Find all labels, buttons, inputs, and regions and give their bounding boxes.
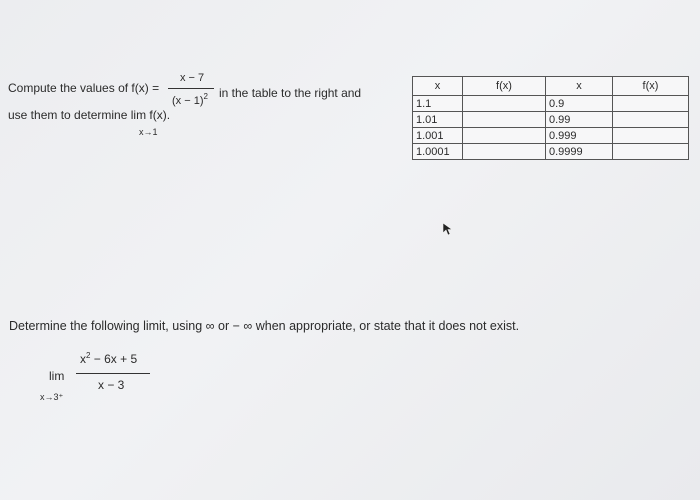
- problem2-limit-subscript: x→3⁺: [40, 392, 64, 402]
- x-value-cell: 0.99: [546, 112, 613, 128]
- x-value-cell: 0.9: [546, 96, 613, 112]
- values-table: [412, 76, 689, 160]
- problem1-denominator-exponent: 2: [203, 92, 208, 101]
- fx-answer-cell[interactable]: [463, 128, 546, 144]
- fx-answer-cell[interactable]: [463, 96, 546, 112]
- problem1-limit-subscript: x→1: [139, 127, 158, 137]
- fx-answer-cell[interactable]: [613, 144, 689, 160]
- problem1-prefix: Compute the values of f(x) =: [8, 81, 160, 95]
- problem2-numerator: [80, 351, 137, 366]
- problem1-numerator: x − 7: [180, 72, 205, 84]
- problem1-denominator: [172, 92, 208, 107]
- problem1-suffix: in the table to the right and: [219, 86, 362, 100]
- problem1-denominator-base: (x − 1): [172, 95, 204, 107]
- fx-answer-cell[interactable]: [613, 128, 689, 144]
- problem1-fraction-bar: [168, 88, 214, 89]
- table-row: [413, 128, 689, 144]
- x-value-cell: 0.9999: [546, 144, 613, 160]
- problem2-lim-word: lim: [49, 369, 65, 383]
- table-header-row: [413, 77, 689, 96]
- table-row: [413, 112, 689, 128]
- problem2-numerator-exponent: 2: [86, 351, 91, 360]
- fx-answer-cell[interactable]: [613, 96, 689, 112]
- table-header-x-left: x: [546, 77, 613, 96]
- table-header-fx-left: f(x): [613, 77, 689, 96]
- table-row: [413, 96, 689, 112]
- x-value-cell: 1.001: [413, 128, 463, 144]
- table-row: [413, 144, 689, 160]
- problem2-instruction: Determine the following limit, using ∞ or − ∞ when appropriate, or state that it does not exist.: [9, 319, 520, 333]
- table-header-x-right: x: [413, 77, 463, 96]
- x-value-cell: 1.0001: [413, 144, 463, 160]
- problem2-denominator: x − 3: [98, 378, 125, 392]
- problem1-line2: use them to determine lim f(x).: [8, 108, 171, 122]
- mouse-cursor-icon: [442, 222, 454, 236]
- x-value-cell: 0.999: [546, 128, 613, 144]
- x-value-cell: 1.01: [413, 112, 463, 128]
- problem2-fraction-bar: [76, 373, 150, 374]
- fx-answer-cell[interactable]: [463, 144, 546, 160]
- x-value-cell: 1.1: [413, 96, 463, 112]
- problem2-numerator-rest: − 6x + 5: [90, 352, 138, 366]
- problem2-numerator-base: x: [80, 352, 86, 366]
- table-header-fx-right: f(x): [463, 77, 546, 96]
- fx-answer-cell[interactable]: [613, 112, 689, 128]
- fx-answer-cell[interactable]: [463, 112, 546, 128]
